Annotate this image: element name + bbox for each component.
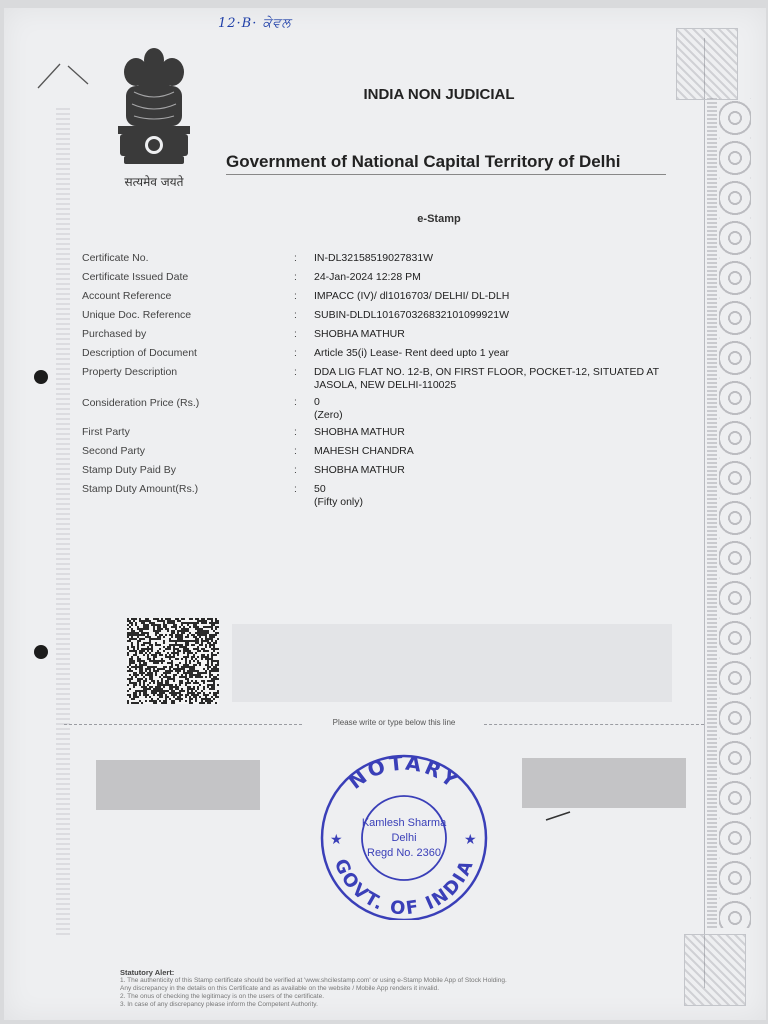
ashoka-emblem-icon <box>104 42 204 192</box>
field-value: 24-Jan-2024 12:28 PM <box>314 271 421 283</box>
notary-seal-top: NOTARY <box>343 750 465 794</box>
field-label: Certificate No. <box>82 252 149 264</box>
handwritten-note: 12·B· ਕੇਵਲ <box>218 16 292 31</box>
field-colon: : <box>294 396 297 408</box>
redacted-area-right <box>522 758 686 808</box>
corner-ornament-top <box>676 28 738 100</box>
field-colon: : <box>294 328 297 340</box>
field-label: Second Party <box>82 445 146 457</box>
corner-ornament-bottom <box>684 934 746 1006</box>
write-below-divider <box>64 718 704 732</box>
field-value: SHOBHA MATHUR <box>314 426 405 438</box>
field-label: Unique Doc. Reference <box>82 309 192 321</box>
field-label: Purchased by <box>82 328 147 340</box>
field-value-line: 0 <box>314 396 320 408</box>
emblem-motto: सत्यमेव जयते <box>124 175 184 189</box>
field-label: Certificate Issued Date <box>82 271 189 283</box>
field-value: IMPACC (IV)/ dl1016703/ DELHI/ DL-DLH <box>314 290 510 302</box>
field-row <box>82 366 712 396</box>
field-value-line: JASOLA, NEW DELHI-110025 <box>314 379 457 391</box>
estamp-label: e-Stamp <box>417 213 461 225</box>
punch-hole <box>34 645 48 659</box>
field-row <box>82 483 712 513</box>
field-label: Property Description <box>82 366 178 378</box>
field-label: Consideration Price (Rs.) <box>82 397 200 409</box>
field-label: Stamp Duty Paid By <box>82 464 176 476</box>
pen-mark-icon <box>34 58 94 98</box>
field-row <box>82 347 712 366</box>
field-row <box>82 328 712 347</box>
field-value: MAHESH CHANDRA <box>314 445 414 457</box>
statutory-alert-heading: Statutory Alert: <box>120 968 175 977</box>
field-label: First Party <box>82 426 130 438</box>
field-label: Stamp Duty Amount(Rs.) <box>82 483 199 495</box>
notary-name: Kamlesh Sharma <box>361 817 447 829</box>
field-colon: : <box>294 445 297 457</box>
field-value <box>314 483 712 513</box>
field-value <box>314 366 712 396</box>
government-heading: Government of National Capital Territory of Delhi <box>226 152 621 171</box>
stamp-paper <box>4 8 766 1020</box>
field-value-line: 50 <box>314 483 326 495</box>
field-colon: : <box>294 426 297 438</box>
field-colon: : <box>294 347 297 359</box>
statutory-alert-line: 2. The onus of checking the legitimacy is on the users of the certificate. <box>120 993 325 1000</box>
field-value-line: DDA LIG FLAT NO. 12-B, ON FIRST FLOOR, POCKET-12, SITUATED AT <box>314 366 660 378</box>
field-colon: : <box>294 483 297 495</box>
notary-seal-bottom: GOVT. OF INDIA <box>329 855 479 920</box>
notary-seal <box>314 750 494 920</box>
notary-regd: Regd No. 2360 <box>367 847 441 859</box>
redacted-area-left <box>96 760 260 810</box>
field-colon: : <box>294 464 297 476</box>
field-row <box>82 252 712 271</box>
statutory-alert-line: 1. The authenticity of this Stamp certificate should be verified at 'www.shcilestamp.com' or using e-Stamp Mobile App of Stock Holding. <box>120 977 507 984</box>
field-row <box>82 464 712 483</box>
field-colon: : <box>294 252 297 264</box>
divider-text: Please write or type below this line <box>332 718 456 727</box>
field-value-line: (Fifty only) <box>314 496 364 508</box>
star-icon: ★ <box>330 831 343 847</box>
field-row <box>82 290 712 309</box>
security-border <box>704 38 751 988</box>
divider-dash-left <box>64 724 302 725</box>
divider-dash-right <box>484 724 704 725</box>
qr-code-icon <box>127 618 219 704</box>
field-row <box>82 309 712 328</box>
field-row <box>82 396 712 426</box>
border-ornament <box>719 98 751 928</box>
pen-tick-icon <box>544 808 574 824</box>
field-value-line: (Zero) <box>314 409 343 421</box>
field-value: SUBIN-DLDL101670326832101099921W <box>314 309 509 321</box>
statutory-alert-line: Any discrepancy in the details on this Certificate and as available on the website / Mobile App renders it invalid. <box>120 985 440 992</box>
statutory-alert <box>120 968 640 1009</box>
svg-text:GOVT. OF INDIA <box>330 856 478 920</box>
field-row <box>82 445 712 464</box>
field-value: Article 35(i) Lease- Rent deed upto 1 year <box>314 347 509 359</box>
certificate-fields <box>82 252 712 513</box>
field-colon: : <box>294 290 297 302</box>
star-icon: ★ <box>464 831 477 847</box>
field-row <box>82 426 712 445</box>
field-label: Account Reference <box>82 290 172 302</box>
field-colon: : <box>294 309 297 321</box>
field-colon: : <box>294 366 297 378</box>
field-value: IN-DL32158519027831W <box>314 252 434 264</box>
security-band <box>232 624 672 702</box>
field-label: Description of Document <box>82 347 197 359</box>
field-value: SHOBHA MATHUR <box>314 328 405 340</box>
field-value: SHOBHA MATHUR <box>314 464 405 476</box>
microtext-strip <box>56 108 70 938</box>
field-row <box>82 271 712 290</box>
border-microtext <box>707 98 717 928</box>
notary-place: Delhi <box>391 832 417 844</box>
heading-rule <box>226 174 666 175</box>
statutory-alert-line: 3. In case of any discrepancy please inform the Competent Authority. <box>120 1001 318 1008</box>
field-value <box>314 396 712 426</box>
field-colon: : <box>294 271 297 283</box>
punch-hole <box>34 370 48 384</box>
document-title: INDIA NON JUDICIAL <box>363 86 515 103</box>
